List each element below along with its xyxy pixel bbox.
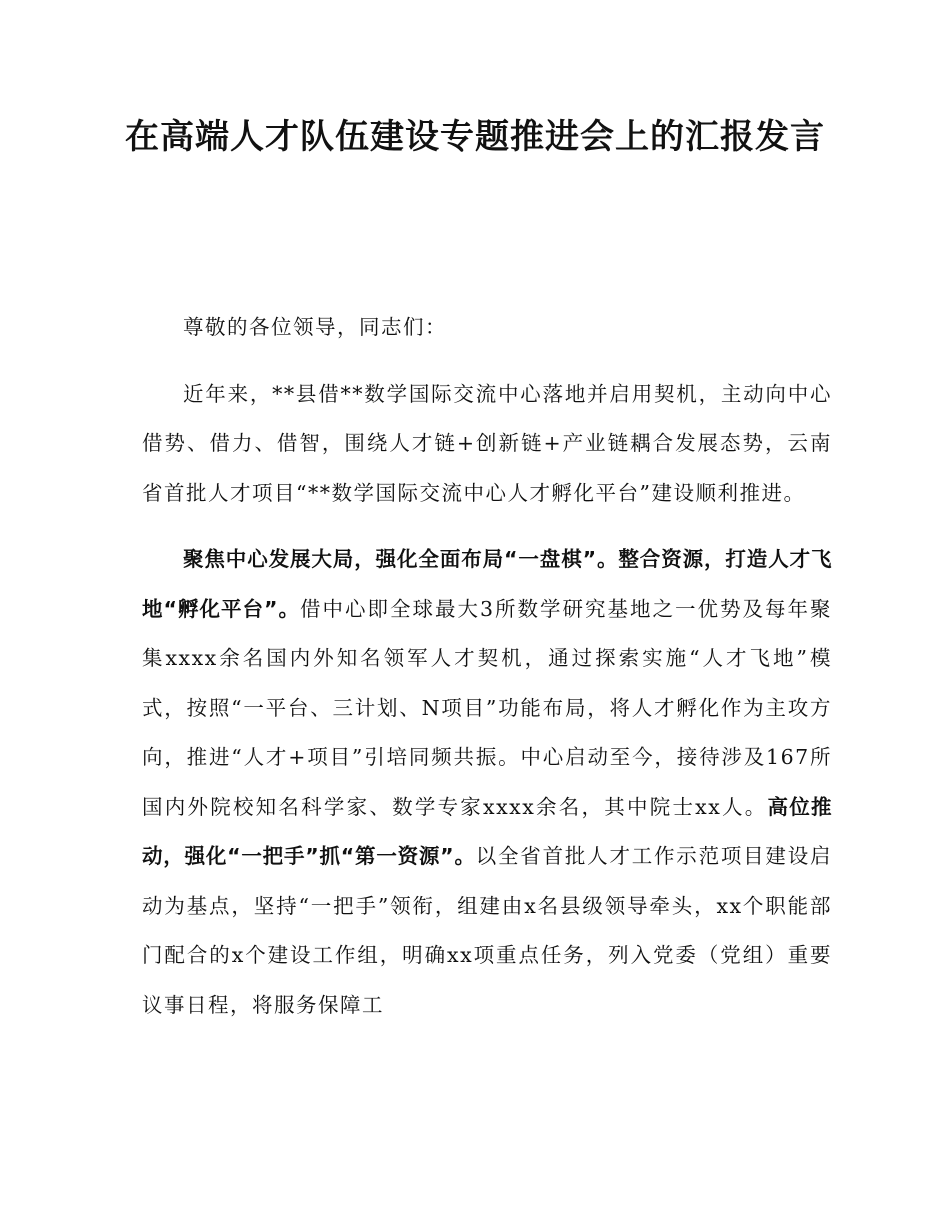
subsection-text: 以全省首批人才工作示范项目建设启动为基点，坚持“一把手”领衔，组建由x名县级领导牵头，xx个职能部门配合的x个建设工作组，明确xx项重点任务，列入党委（党组）重要议事日程，将服务保障工 (142, 844, 832, 1017)
intro-paragraph: 近年来，**县借**数学国际交流中心落地并启用契机，主动向中心借势、借力、借智，围绕人才链+创新链+产业链耦合发展态势，云南省首批人才项目“**数学国际交流中心人才孵化平台”建设顺利推进。 (142, 381, 832, 505)
document-body (142, 303, 832, 1047)
section-heading: 聚焦中心发展大局，强化全面布局“一盘棋”。 (183, 547, 619, 571)
greeting-paragraph: 尊敬的各位领导，同志们： (183, 315, 447, 339)
document-title: 在高端人才队伍建设专题推进会上的汇报发言 (125, 117, 825, 157)
section-paragraph (142, 535, 832, 1030)
subsection-heading: 整合资源，打造人才飞地“孵化平台”。 (142, 547, 833, 621)
subsection-heading: 高位推动，强化“一把手”抓“第一资源”。 (142, 794, 833, 868)
subsection-text: 借中心即全球最大3所数学研究基地之一优势及每年聚集xxxx余名国内外知名领军人才契机，通过探索实施“人才飞地”模式，按照“一平台、三计划、N项目”功能布局，将人才孵化作为主攻方向，推进“人才+项目”引培同频共振。中心启动至今，接待涉及167所国内外院校知名科学家、数学专家xxxx余名，其中院士xx人。 (142, 596, 832, 819)
